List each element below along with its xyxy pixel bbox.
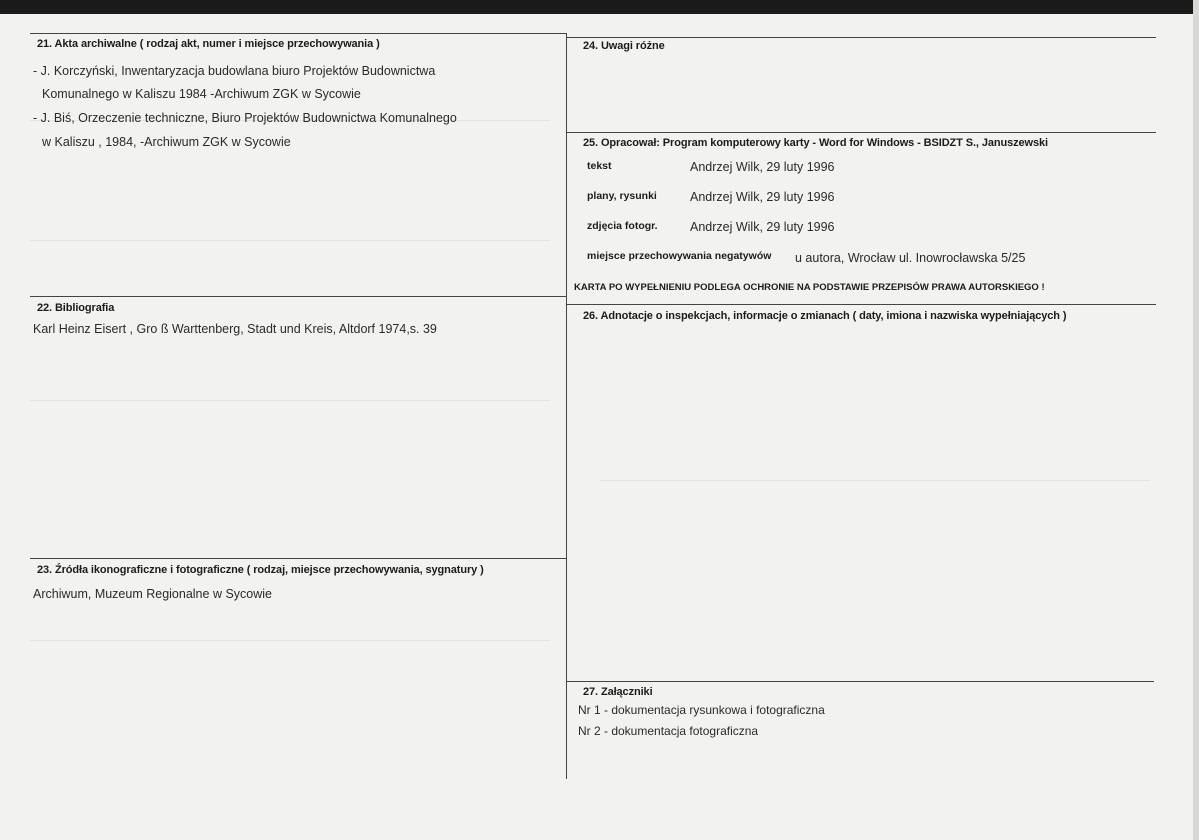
section-25-top-rule xyxy=(567,132,1156,133)
archive-record-line: w Kaliszu , 1984, -Archiwum ZGK w Sycowie xyxy=(42,135,291,149)
scan-top-edge xyxy=(0,0,1199,14)
negatives-location-label: miejsce przechowywania negatywów xyxy=(587,250,772,262)
section-24-heading: 24. Uwagi różne xyxy=(583,40,665,52)
archive-record-line: - J. Korczyński, Inwentaryzacja budowlana biuro Projektów Budownictwa xyxy=(33,64,436,78)
section-23-heading: 23. Źródła ikonograficzne i fotograficzne ( rodzaj, miejsce przechowywania, sygnatury ) xyxy=(37,564,484,576)
bleed-through-line xyxy=(30,640,550,641)
photos-author-value: Andrzej Wilk, 29 luty 1996 xyxy=(690,220,835,234)
attachment-item: Nr 2 - dokumentacja fotograficzna xyxy=(578,724,759,738)
bleed-through-line xyxy=(30,400,550,401)
archive-record-line: Komunalnego w Kaliszu 1984 -Archiwum ZGK w Sycowie xyxy=(42,87,361,101)
section-26-heading: 26. Adnotacje o inspekcjach, informacje o zmianach ( daty, imiona i nazwiska wypełniających ) xyxy=(583,310,1067,322)
section-21-top-rule xyxy=(30,33,567,34)
drawings-author-label: plany, rysunki xyxy=(587,190,657,202)
section-27-heading: 27. Załączniki xyxy=(583,686,653,698)
section-26-top-rule xyxy=(567,304,1156,305)
bleed-through-line xyxy=(600,480,1150,481)
archive-record-line: - J. Biś, Orzeczenie techniczne, Biuro Projektów Budownictwa Komunalnego xyxy=(33,111,457,125)
drawings-author-value: Andrzej Wilk, 29 luty 1996 xyxy=(690,190,835,204)
negatives-location-value: u autora, Wrocław ul. Inowrocławska 5/25 xyxy=(795,251,1026,265)
text-author-value: Andrzej Wilk, 29 luty 1996 xyxy=(690,160,835,174)
section-21-heading: 21. Akta archiwalne ( rodzaj akt, numer i miejsce przechowywania ) xyxy=(37,38,380,50)
copyright-notice: KARTA PO WYPEŁNIENIU PODLEGA OCHRONIE NA PODSTAWIE PRZEPISÓW PRAWA AUTORSKIEGO ! xyxy=(574,282,1045,293)
bleed-through-line xyxy=(30,240,550,241)
text-author-label: tekst xyxy=(587,160,612,172)
section-22-top-rule xyxy=(30,296,567,297)
bibliography-entry: Karl Heinz Eisert , Gro ß Warttenberg, Stadt und Kreis, Altdorf 1974,s. 39 xyxy=(33,322,437,336)
scan-right-edge xyxy=(1193,0,1199,840)
section-27-top-rule xyxy=(567,681,1154,682)
column-divider xyxy=(566,33,567,779)
attachment-item: Nr 1 - dokumentacja rysunkowa i fotograficzna xyxy=(578,703,825,717)
iconographic-source-entry: Archiwum, Muzeum Regionalne w Sycowie xyxy=(33,587,272,601)
section-24-top-rule xyxy=(567,37,1156,38)
section-23-top-rule xyxy=(30,558,567,559)
photos-author-label: zdjęcia fotogr. xyxy=(587,220,658,232)
section-25-heading: 25. Opracował: Program komputerowy karty - Word for Windows - BSIDZT S., Januszewski xyxy=(583,137,1049,149)
section-22-heading: 22. Bibliografia xyxy=(37,302,115,314)
